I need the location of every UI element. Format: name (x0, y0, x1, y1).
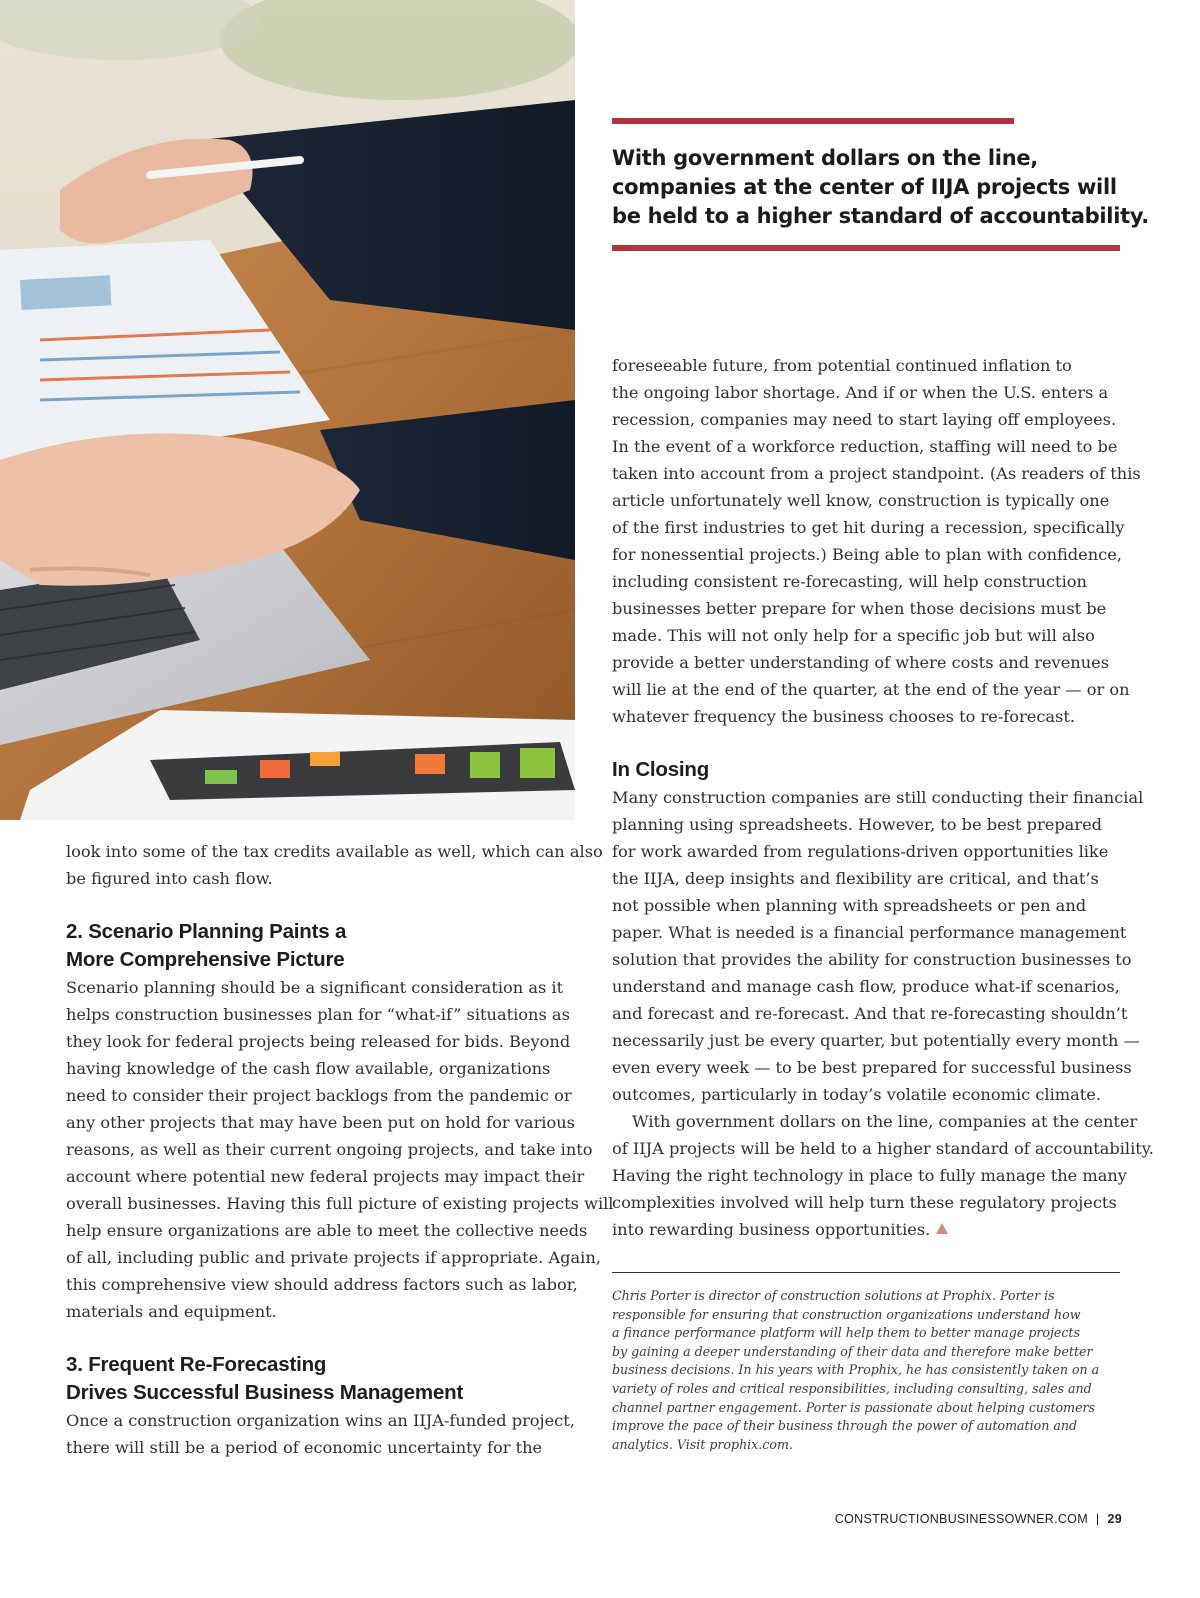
heading-line: More Comprehensive Picture (66, 948, 345, 971)
footer-site-link[interactable]: CONSTRUCTIONBUSINESSOWNER.COM (834, 1512, 1088, 1526)
text-line: including consistent re-forecasting, will help construction (612, 572, 1087, 591)
page-footer (835, 1512, 1122, 1526)
section-2-paragraph (66, 974, 614, 1325)
bio-line: Chris Porter is director of construction solutions at Prophix. Porter is (612, 1288, 1055, 1303)
text-line: recession, companies may need to start laying off employees. (612, 410, 1117, 429)
bio-line: by gaining a deeper understanding of their data and therefore make better (612, 1343, 1093, 1359)
left-column (66, 838, 614, 1461)
text-line: solution that provides the ability for construction businesses to (612, 950, 1132, 969)
text-line: In the event of a workforce reduction, staffing will need to be (612, 437, 1118, 456)
text-line-last (612, 1216, 1132, 1243)
text-line: made. This will not only help for a specific job but will also (612, 626, 1095, 645)
text-line: for nonessential projects.) Being able to plan with confidence, (612, 545, 1122, 564)
text-line: Scenario planning should be a significant consideration as it (66, 978, 564, 997)
text-line: they look for federal projects being released for bids. Beyond (66, 1032, 571, 1051)
text-line: understand and manage cash flow, produce what-if scenarios, (612, 977, 1120, 996)
closing-paragraph-1 (612, 784, 1144, 1108)
bio-line: responsible for ensuring that construction organizations understand how (612, 1306, 1081, 1322)
text-line: and forecast and re-forecast. And that re-forecasting shouldn’t (612, 1004, 1128, 1023)
page-number: 29 (1107, 1512, 1122, 1526)
bio-line: a finance performance platform will help them to better manage projects (612, 1325, 1080, 1341)
pull-quote-line: companies at the center of IIJA projects will (612, 175, 1117, 199)
text-line: businesses better prepare for when those decisions must be (612, 599, 1107, 618)
text-line: even every week — to be best prepared for successful business (612, 1058, 1132, 1077)
text-line: necessarily just be every quarter, but potentially every month — (612, 1031, 1140, 1050)
text-line: article unfortunately well know, construction is typically one (612, 491, 1110, 510)
text-line: With government dollars on the line, companies at the center (632, 1112, 1138, 1131)
text-line: need to consider their project backlogs from the pandemic or (66, 1086, 572, 1105)
text-line: of IIJA projects will be held to a higher standard of accountability. (612, 1139, 1154, 1158)
text-line: provide a better understanding of where costs and revenues (612, 653, 1110, 672)
triangle-end-icon (936, 1223, 948, 1234)
text-line: of all, including public and private projects if appropriate. Again, (66, 1248, 601, 1267)
right-column (612, 352, 1154, 1243)
text-line: paper. What is needed is a financial performance management (612, 923, 1127, 942)
text-line: Once a construction organization wins an IIJA-funded project, (66, 1411, 575, 1430)
pull-quote-text (612, 144, 1149, 231)
text-line: materials and equipment. (66, 1302, 277, 1321)
text-line: helps construction businesses plan for “what-if” situations as (66, 1005, 570, 1024)
heading-line: 3. Frequent Re-Forecasting (66, 1353, 327, 1376)
text-line: any other projects that may have been put on hold for various (66, 1113, 575, 1132)
text-line: account where potential new federal projects may impact their (66, 1167, 585, 1186)
continued-paragraph (612, 352, 1141, 730)
text-line: taken into account from a project standpoint. (As readers of this (612, 464, 1141, 483)
text-line: for work awarded from regulations-driven opportunities like (612, 842, 1109, 861)
text-line: foreseeable future, from potential continued inflation to (612, 356, 1072, 375)
text-line: into rewarding business opportunities. (612, 1220, 931, 1239)
bio-line: business decisions. In his years with Prophix, he has consistently taken on a (612, 1362, 1100, 1378)
heading-line: Drives Successful Business Management (66, 1381, 464, 1404)
text-line: of the first industries to get hit during a recession, specifically (612, 518, 1125, 537)
bio-line: variety of roles and critical responsibilities, including consulting, sales and (612, 1380, 1092, 1396)
section-3-heading (66, 1351, 586, 1407)
text-line: Having the right technology in place to fully manage the many (612, 1166, 1127, 1185)
text-line: not possible when planning with spreadsheets or pen and (612, 896, 1087, 915)
intro-paragraph (66, 838, 603, 892)
heading-line: 2. Scenario Planning Paints a (66, 920, 347, 943)
text-line: the ongoing labor shortage. And if or when the U.S. enters a (612, 383, 1109, 402)
bio-divider (612, 1272, 1120, 1273)
closing-paragraph-2 (612, 1108, 1154, 1243)
text-line: whatever frequency the business chooses to re-forecast. (612, 707, 1076, 726)
text-line: Many construction companies are still conducting their financial (612, 788, 1144, 807)
text-line: planning using spreadsheets. However, to be best prepared (612, 815, 1103, 834)
text-line: there will still be a period of economic uncertainty for the (66, 1438, 543, 1457)
bio-line: analytics. Visit prophix.com. (612, 1436, 793, 1452)
text-line: overall businesses. Having this full picture of existing projects will (66, 1194, 614, 1213)
text-line: reasons, as well as their current ongoing projects, and take into (66, 1140, 593, 1159)
text-line: look into some of the tax credits available as well, which can also (66, 842, 603, 861)
pull-quote (612, 118, 1149, 251)
bio-line: improve the pace of their business through the power of automation and (612, 1418, 1078, 1434)
text-line: outcomes, particularly in today’s volatile economic climate. (612, 1085, 1101, 1104)
text-line: be figured into cash flow. (66, 869, 273, 888)
article-photo (0, 0, 575, 820)
bio-line: channel partner engagement. Porter is passionate about helping customers (612, 1399, 1096, 1415)
text-line: the IIJA, deep insights and flexibility are critical, and that’s (612, 869, 1099, 888)
pull-quote-line: be held to a higher standard of accountability. (612, 204, 1149, 228)
author-bio (612, 1287, 1122, 1454)
pull-quote-bottom-rule (612, 245, 1120, 251)
footer-separator: | (1095, 1512, 1100, 1526)
in-closing-heading: In Closing (612, 758, 710, 781)
pull-quote-line: With government dollars on the line, (612, 146, 1038, 170)
text-line: will lie at the end of the quarter, at the end of the year — or on (612, 680, 1130, 699)
text-line: help ensure organizations are able to meet the collective needs (66, 1221, 588, 1240)
text-line: complexities involved will help turn these regulatory projects (612, 1193, 1117, 1212)
section-2-heading (66, 918, 586, 974)
section-3-paragraph (66, 1407, 586, 1461)
pull-quote-top-rule (612, 118, 1014, 124)
text-line: this comprehensive view should address factors such as labor, (66, 1275, 578, 1294)
text-line: having knowledge of the cash flow available, organizations (66, 1059, 551, 1078)
